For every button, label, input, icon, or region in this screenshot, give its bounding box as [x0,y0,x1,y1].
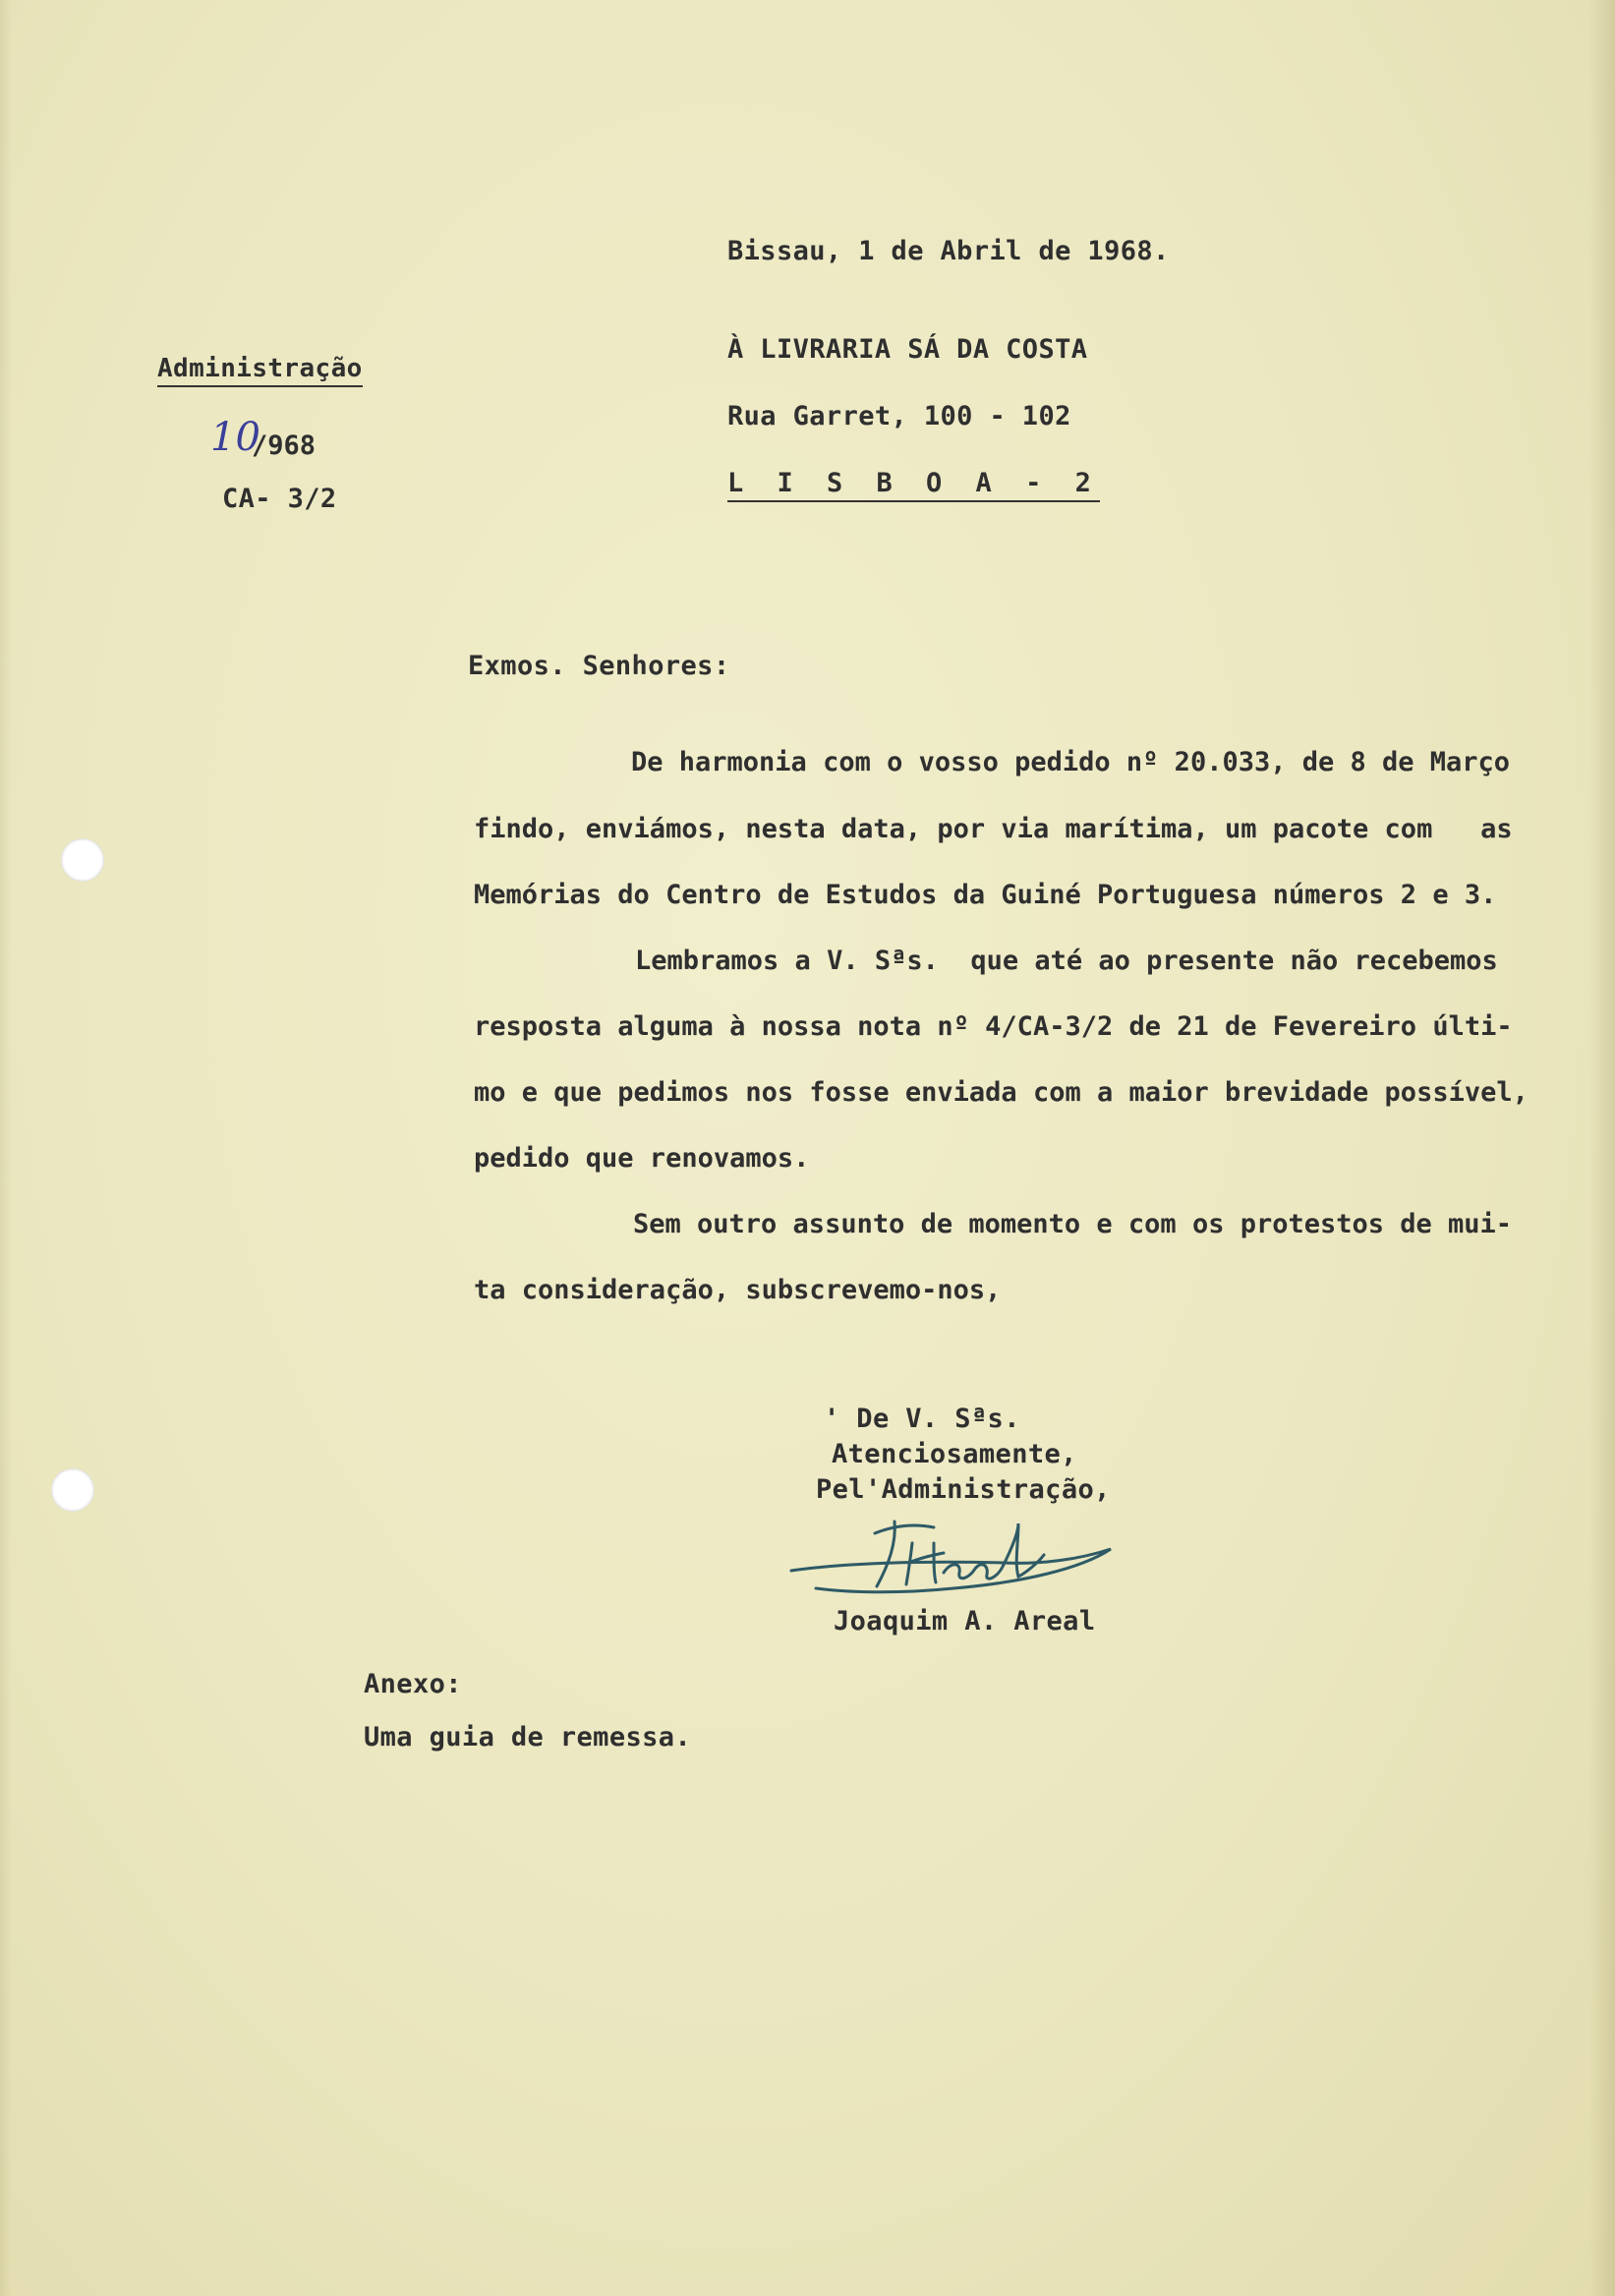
reference-number-handwritten: 10 [210,415,260,460]
body-line: Sem outro assunto de momento e com os protestos de mui- [633,1209,1513,1239]
salutation: Exmos. Senhores: [468,651,730,681]
body-line: Lembramos a V. Sªs. que até ao presente não recebemos [635,946,1498,976]
recipient-name: À LIVRARIA SÁ DA COSTA [727,334,1088,365]
body-line: De harmonia com o vosso pedido nº 20.033, de 8 de Março [631,747,1511,777]
punch-hole-top [61,838,104,882]
body-line: Memórias do Centro de Estudos da Guiné Portuguesa números 2 e 3. [474,880,1497,910]
signatory-name: Joaquim A. Areal [834,1606,1096,1636]
body-line: ta consideração, subscrevemo-nos, [474,1275,1002,1305]
place-date: Bissau, 1 de Abril de 1968. [727,236,1170,266]
body-line: mo e que pedimos nos fosse enviada com a maior brevidade possível, [474,1077,1528,1108]
body-line: pedido que renovamos. [474,1143,810,1174]
closing-line-1: ' De V. Sªs. [824,1404,1020,1434]
reference-department: Administração [157,356,363,387]
recipient-street: Rua Garret, 100 - 102 [727,401,1071,431]
paper-edge-left [0,0,12,2296]
body-line: findo, enviámos, nesta data, por via marítima, um pacote com as [474,814,1513,844]
annex-item: Uma guia de remessa. [364,1722,692,1752]
reference-number-printed: /968 [252,430,317,461]
signature-drawing [786,1504,1121,1612]
punch-hole-bottom [51,1468,94,1512]
paper-edge-right [1589,0,1615,2296]
annex-label: Anexo: [364,1669,462,1699]
reference-code: CA- 3/2 [222,484,337,514]
body-line: resposta alguma à nossa nota nº 4/CA-3/2 de 21 de Fevereiro últi- [474,1011,1513,1042]
recipient-city: L I S B O A - 2 [727,470,1100,502]
closing-line-3: Pel'Administração, [816,1474,1111,1505]
closing-line-2: Atenciosamente, [832,1439,1077,1469]
